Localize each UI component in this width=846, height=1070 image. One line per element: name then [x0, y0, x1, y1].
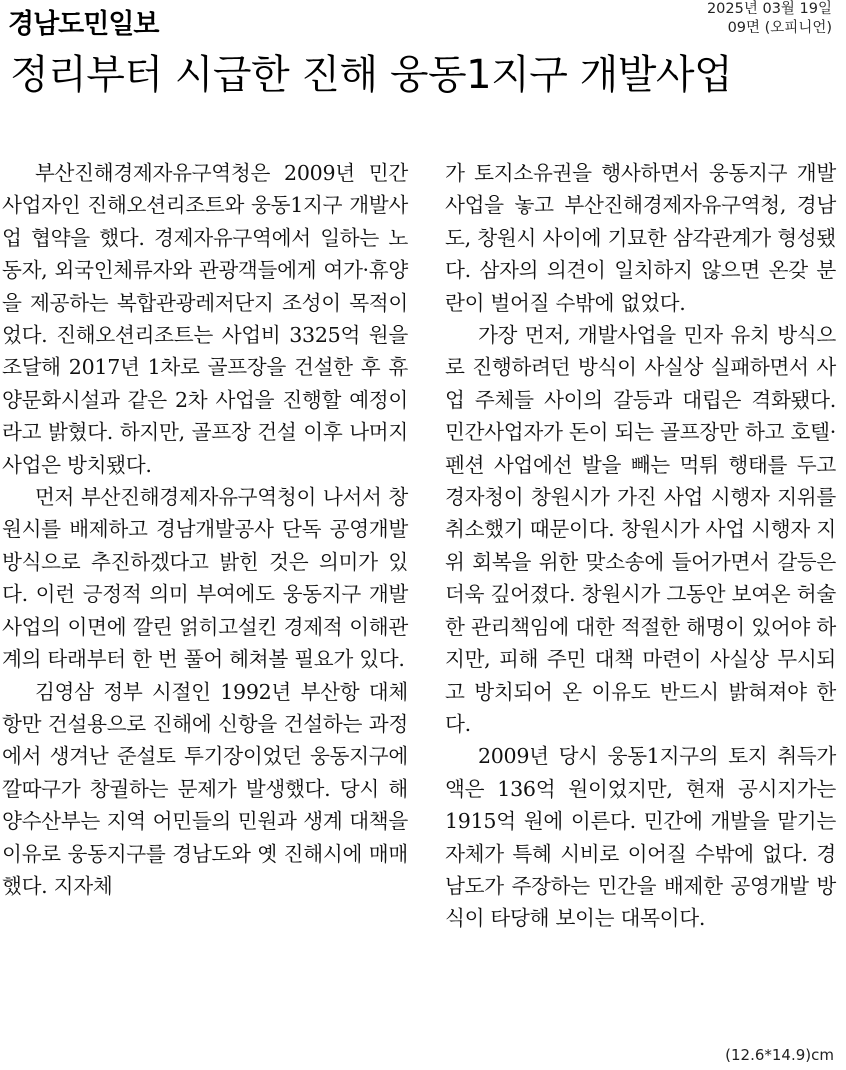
- page-section: 09면 (오피니언): [727, 20, 832, 36]
- paragraph: 가장 먼저, 개발사업을 민자 유치 방식으로 진행하려던 방식이 사실상 실패하면서 사업 주체들 사이의 갈등과 대립은 격화됐다. 민간사업자가 돈이 되는 골프장만 하고 호텔·펜션 사업에선 발을 빼는 먹튀 행태를 두고 경자청이 창원시가 가진 사업 시행자 지위를 취소했기 때문이다. 창원시가 사업 시행자 지위 회복을 위한 맞소송에 들어가면서 갈등은 더욱 깊어졌다. 창원시가 그동안 보여온 허술한 관리책임에 대한 적절한 해명이 있어야 하지만, 피해 주민 대책 마련이 사실상 무시되고 방치되어 온 이유도 반드시 밝혀져야 한다.: [445, 323, 836, 736]
- publication-meta: [707, 0, 832, 38]
- paragraph: 먼저 부산진해경제자유구역청이 나서서 창원시를 배제하고 경남개발공사 단독 공영개발 방식으로 추진하겠다고 밝힌 것은 의미가 있다. 이런 긍정적 의미 부여에도 웅동지구 개발사업의 이면에 깔린 얽히고설킨 경제적 이해관계의 타래부터 한 번 풀어 헤쳐볼 필요가 있다.: [2, 485, 408, 672]
- publication-date: 2025년 03월 19일: [706, 1, 832, 17]
- paragraph: 2009년 당시 웅동1지구의 토지 취득가액은 136억 원이었지만, 현재 공시지가는 1915억 원에 이른다. 민간에 개발을 맡기는 자체가 특혜 시비로 이어질 수밖에 없다. 경남도가 주장하는 민간을 배제한 공영개발 방식이 타당해 보이는 대목이다.: [445, 744, 836, 931]
- article-size-note: (12.6*14.9)cm: [725, 1046, 834, 1064]
- paragraph: 김영삼 정부 시절인 1992년 부산항 대체항만 건설용으로 진해에 신항을 건설하는 과정에서 생겨난 준설토 투기장이었던 웅동지구에 깔따구가 창궐하는 문제가 발생했다. 당시 해양수산부는 지역 어민들의 민원과 생계 대책을 이유로 웅동지구를 경남도와 옛 진해시에 매매했다. 지자체: [2, 679, 408, 898]
- newspaper-masthead: 경남도민일보: [8, 9, 159, 40]
- paragraph: 부산진해경제자유구역청은 2009년 민간사업자인 진해오션리조트와 웅동1지구 개발사업 협약을 했다. 경제자유구역에서 일하는 노동자, 외국인체류자와 관광객들에게 여가·휴양을 제공하는 복합관광레저단지 조성이 목적이었다. 진해오션리조트는 사업비 3325억 원을 조달해 2017년 1차로 골프장을 건설한 후 휴양문화시설과 같은 2차 사업을 진행할 예정이라고 밝혔다. 하지만, 골프장 건설 이후 나머지 사업은 방치됐다.: [2, 161, 408, 477]
- article-headline: 정리부터 시급한 진해 웅동1지구 개발사업: [10, 52, 733, 98]
- paragraph: 가 토지소유권을 행사하면서 웅동지구 개발사업을 놓고 부산진해경제자유구역청, 경남도, 창원시 사이에 기묘한 삼각관계가 형성됐다. 삼자의 의견이 일치하지 않으면 온갖 분란이 벌어질 수밖에 없었다.: [445, 161, 836, 315]
- article-column-left: [2, 157, 408, 902]
- article-column-right: [445, 157, 836, 935]
